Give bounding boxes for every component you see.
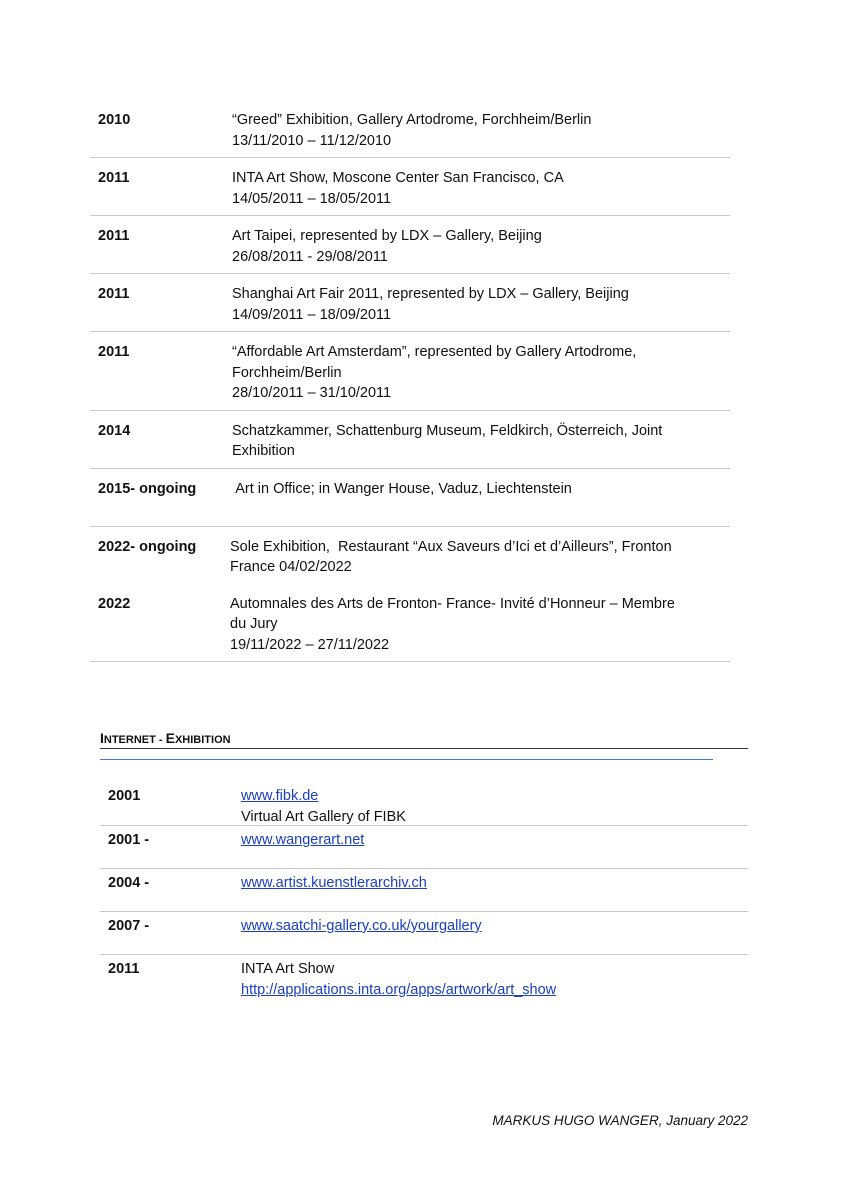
exhibition-line: Schatzkammer, Schattenburg Museum, Feldkirch, Österreich, Joint	[232, 422, 663, 439]
exhibition-line: du Jury	[230, 616, 278, 632]
internet-row	[100, 912, 748, 955]
internet-row	[100, 782, 748, 826]
internet-row	[100, 955, 748, 1000]
exhibition-row	[90, 216, 730, 274]
internet-description	[241, 873, 748, 894]
exhibition-line: 28/10/2011 – 31/10/2011	[232, 385, 392, 401]
exhibition-description	[232, 342, 730, 404]
exhibition-row	[90, 411, 730, 469]
exhibition-line: France 04/02/2022	[230, 559, 352, 575]
internet-exhibition-heading	[100, 730, 748, 749]
website-link[interactable]: www.saatchi-gallery.co.uk/yourgallery	[241, 918, 482, 934]
exhibition-description	[232, 479, 730, 520]
exhibition-row	[90, 469, 730, 527]
exhibition-line: Exhibition	[232, 443, 295, 459]
exhibition-line: 26/08/2011 - 29/08/2011	[232, 248, 388, 265]
exhibition-line: 19/11/2022 – 27/11/2022	[230, 636, 390, 653]
internet-year: 2007 -	[108, 918, 150, 934]
heading-initial: I	[100, 730, 104, 746]
exhibition-line: Art Taipei, represented by LDX – Gallery, Beijing	[232, 228, 542, 244]
exhibition-description	[230, 537, 730, 578]
exhibition-row	[90, 274, 730, 332]
internet-year: 2001	[108, 788, 141, 804]
exhibition-table	[90, 100, 730, 662]
internet-year: 2011	[108, 961, 140, 977]
internet-description	[241, 786, 748, 827]
exhibition-line: 14/09/2011 – 18/09/2011	[232, 306, 392, 323]
website-link[interactable]: www.wangerart.net	[241, 832, 365, 848]
exhibition-row	[90, 332, 730, 411]
footer-signature: MARKUS HUGO WANGER, January 2022	[492, 1113, 748, 1128]
internet-description	[241, 830, 748, 851]
heading-smallcaps: XHIBITION	[174, 734, 231, 746]
exhibition-line: 13/11/2010 – 11/12/2010	[232, 132, 392, 149]
exhibition-description	[232, 168, 730, 209]
internet-row	[100, 826, 748, 869]
exhibition-line: Shanghai Art Fair 2011, represented by LDX – Gallery, Beijing	[232, 286, 629, 302]
exhibition-line: “Affordable Art Amsterdam”, represented by Gallery Artodrome,	[232, 344, 637, 360]
website-caption: INTA Art Show	[241, 961, 335, 977]
exhibition-year: 2022- ongoing	[98, 538, 197, 555]
exhibition-line: INTA Art Show, Moscone Center San Francisco, CA	[232, 170, 564, 186]
exhibition-line: Art in Office; in Wanger House, Vaduz, Liechtenstein	[232, 480, 572, 497]
exhibition-year: 2010	[98, 112, 131, 128]
exhibition-year: 2011	[98, 170, 130, 186]
exhibition-line: “Greed” Exhibition, Gallery Artodrome, Forchheim/Berlin	[232, 112, 592, 128]
internet-year: 2004 -	[108, 875, 150, 891]
exhibition-line: Forchheim/Berlin	[232, 364, 342, 381]
website-link[interactable]: www.fibk.de	[241, 788, 319, 804]
exhibition-row	[90, 158, 730, 216]
exhibition-year: 2011	[98, 344, 130, 360]
section-divider	[100, 759, 713, 760]
exhibition-description	[232, 110, 730, 151]
website-caption: Virtual Art Gallery of FIBK	[241, 808, 406, 825]
exhibition-year: 2022	[98, 595, 131, 612]
exhibition-year: 2015- ongoing	[98, 480, 197, 497]
website-link[interactable]: http://applications.inta.org/apps/artwork/art_show	[241, 981, 557, 998]
exhibition-year: 2011	[98, 286, 130, 302]
exhibition-line: Automnales des Arts de Fronton- France- Invité d’Honneur – Membre	[230, 595, 675, 612]
exhibition-description	[232, 226, 730, 267]
exhibition-row	[90, 584, 730, 663]
exhibition-year: 2014	[98, 422, 131, 439]
heading-initial: E	[165, 730, 175, 746]
exhibition-line: 14/05/2011 – 18/05/2011	[232, 190, 392, 207]
exhibition-description	[232, 421, 730, 462]
heading-smallcaps: NTERNET -	[103, 734, 166, 746]
exhibition-line	[232, 499, 730, 520]
exhibition-description	[232, 284, 730, 325]
exhibition-description	[230, 594, 730, 656]
website-link[interactable]: www.artist.kuenstlerarchiv.ch	[241, 875, 427, 891]
internet-table	[100, 782, 748, 1000]
exhibition-line: Sole Exhibition, Restaurant “Aux Saveurs d’Ici et d’Ailleurs”, Fronton	[230, 538, 672, 555]
exhibition-row	[90, 100, 730, 158]
exhibition-row	[90, 527, 730, 584]
internet-description	[241, 916, 748, 937]
internet-row	[100, 869, 748, 912]
internet-year: 2001 -	[108, 832, 150, 848]
exhibition-year: 2011	[98, 228, 130, 244]
internet-description	[241, 959, 748, 1000]
